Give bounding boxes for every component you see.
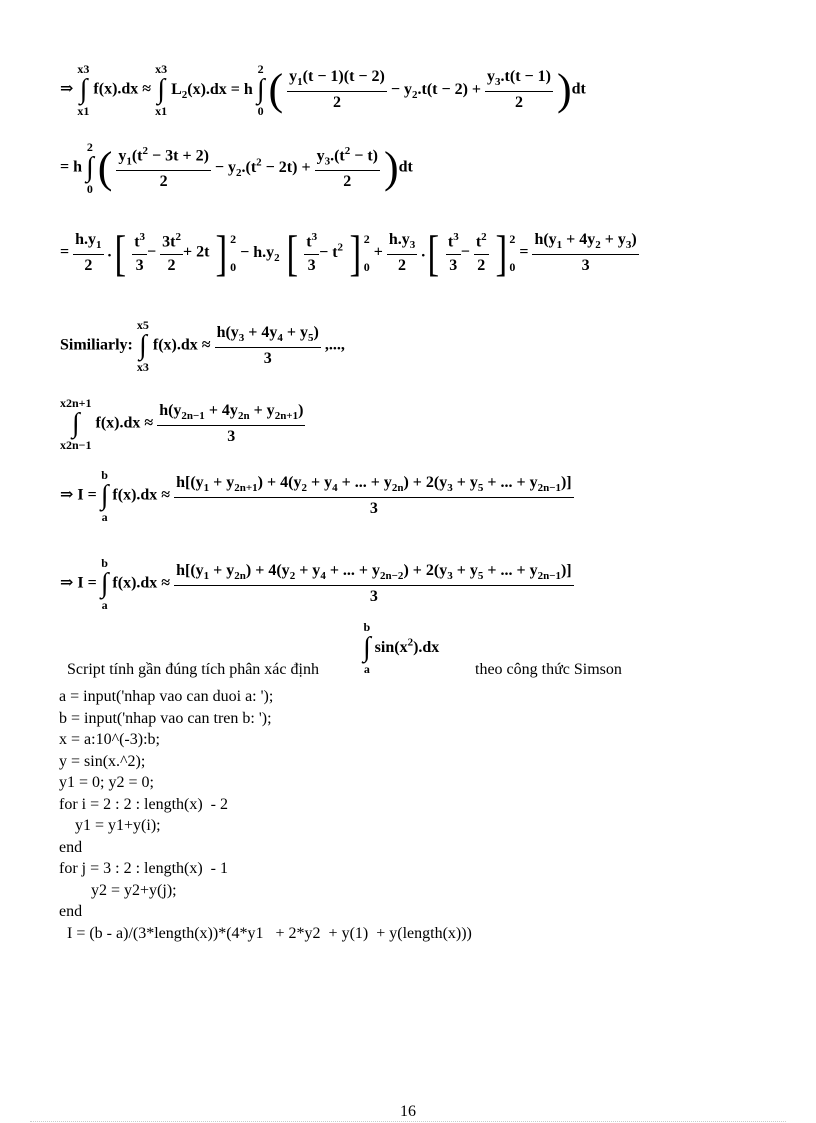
script-heading-after: theo công thức Simson — [475, 661, 622, 678]
code-line: b = input('nhap vao can tren b: '); — [59, 709, 272, 727]
code-line: end — [59, 903, 83, 920]
script-heading — [59, 638, 319, 680]
code-line: for i = 2 : 2 : length(x) - 2 — [59, 795, 228, 813]
code-line: end — [59, 838, 83, 856]
script-heading-integral: b ∫ a $\sin(x^2).dx$ — [363, 620, 440, 676]
code-line: I = (b - a)/(3*length(x))*(4*y1 + 2*y2 + y(1) + y(length(x))) — [59, 924, 472, 942]
footer-divider — [30, 1121, 786, 1122]
similarly-label: Similiarly: — [60, 336, 133, 354]
equation-1: ⇒ x3 ∫ x1 f(x).dx ≈ x3 ∫ x1 $L_2(x).dx = h$ 2 ∫ 0 ( $\frac{y_1(t - 1)(t - 2)}{2}$ − $y_2.t(t - 2)$ + $\frac{y_3.t(t - 1)}{2}$ )dt — [60, 62, 586, 118]
equation-7: ⇒ I = b ∫ a f(x).dx ≈ $h[(y_1 + y_{2n}) + 4(y_2 + y_4$ + ... + $y_{2n-2}) + 2(y_3 + y_5$ + ... + $y_{2n-1}$)] 3 — [60, 556, 572, 612]
script-heading-after-wrap — [467, 638, 622, 680]
equation-3: = $\frac{h.y_1}{2}$ .[ $\frac{t^3}{3}$ − $\frac{3t^2}{2}$ + 2t ] 2 0 − $h.y_2$ [ $\frac{t^3}{3}$ − $t^2$ ] 2 0 + $\frac{h.y_3}{2}$ .[ $\frac{t^3}{3}$ − $\frac{t^2}{2}$ ] 2 0 = $\frac{h(y_1 + 4y_2 + y_3)}{3}$ — [60, 225, 637, 281]
code-block — [59, 686, 472, 944]
equation-5: x2n+1 ∫ x2n−1 f(x).dx ≈ $\frac{h(y_{2n-1} + 4y_{2n} + y_{2n+1})}{3}$ — [60, 396, 304, 452]
code-line: y1 = y1+y(i); — [59, 817, 161, 834]
code-line: x = a:10^(-3):b; — [59, 731, 160, 748]
script-heading-before: Script tính gần đúng tích phân xác định — [67, 661, 319, 678]
equation-4: Similiarly: x5 ∫ x3 f(x).dx ≈ $\frac{h(y_3 + 4y_4 + y_5)}{3}$ ,..., — [60, 318, 345, 374]
equation-2: = h 2 ∫ 0 ( $\frac{y_1(t^2 - 3t + 2)}{2}$ − $y_2.(t^2 - 2t)$ + $\frac{y_3.(t^2 - t)}{2}$ )dt — [60, 140, 413, 196]
page-number: 16 — [400, 1103, 416, 1120]
code-line: a = input('nhap vao can duoi a: '); — [59, 688, 274, 705]
code-line: y1 = 0; y2 = 0; — [59, 774, 154, 791]
code-line: for j = 3 : 2 : length(x) - 1 — [59, 860, 228, 877]
equation-6: ⇒ I = b ∫ a f(x).dx ≈ $h[(y_1 + y_{2n+1}) + 4(y_2 + y_4$ + ... + $y_{2n}) + 2(y_3 + y_5$ + ... + $y_{2n-1}$)] 3 — [60, 468, 572, 524]
code-line: y2 = y2+y(j); — [59, 881, 177, 899]
code-line: y = sin(x.^2); — [59, 752, 146, 770]
